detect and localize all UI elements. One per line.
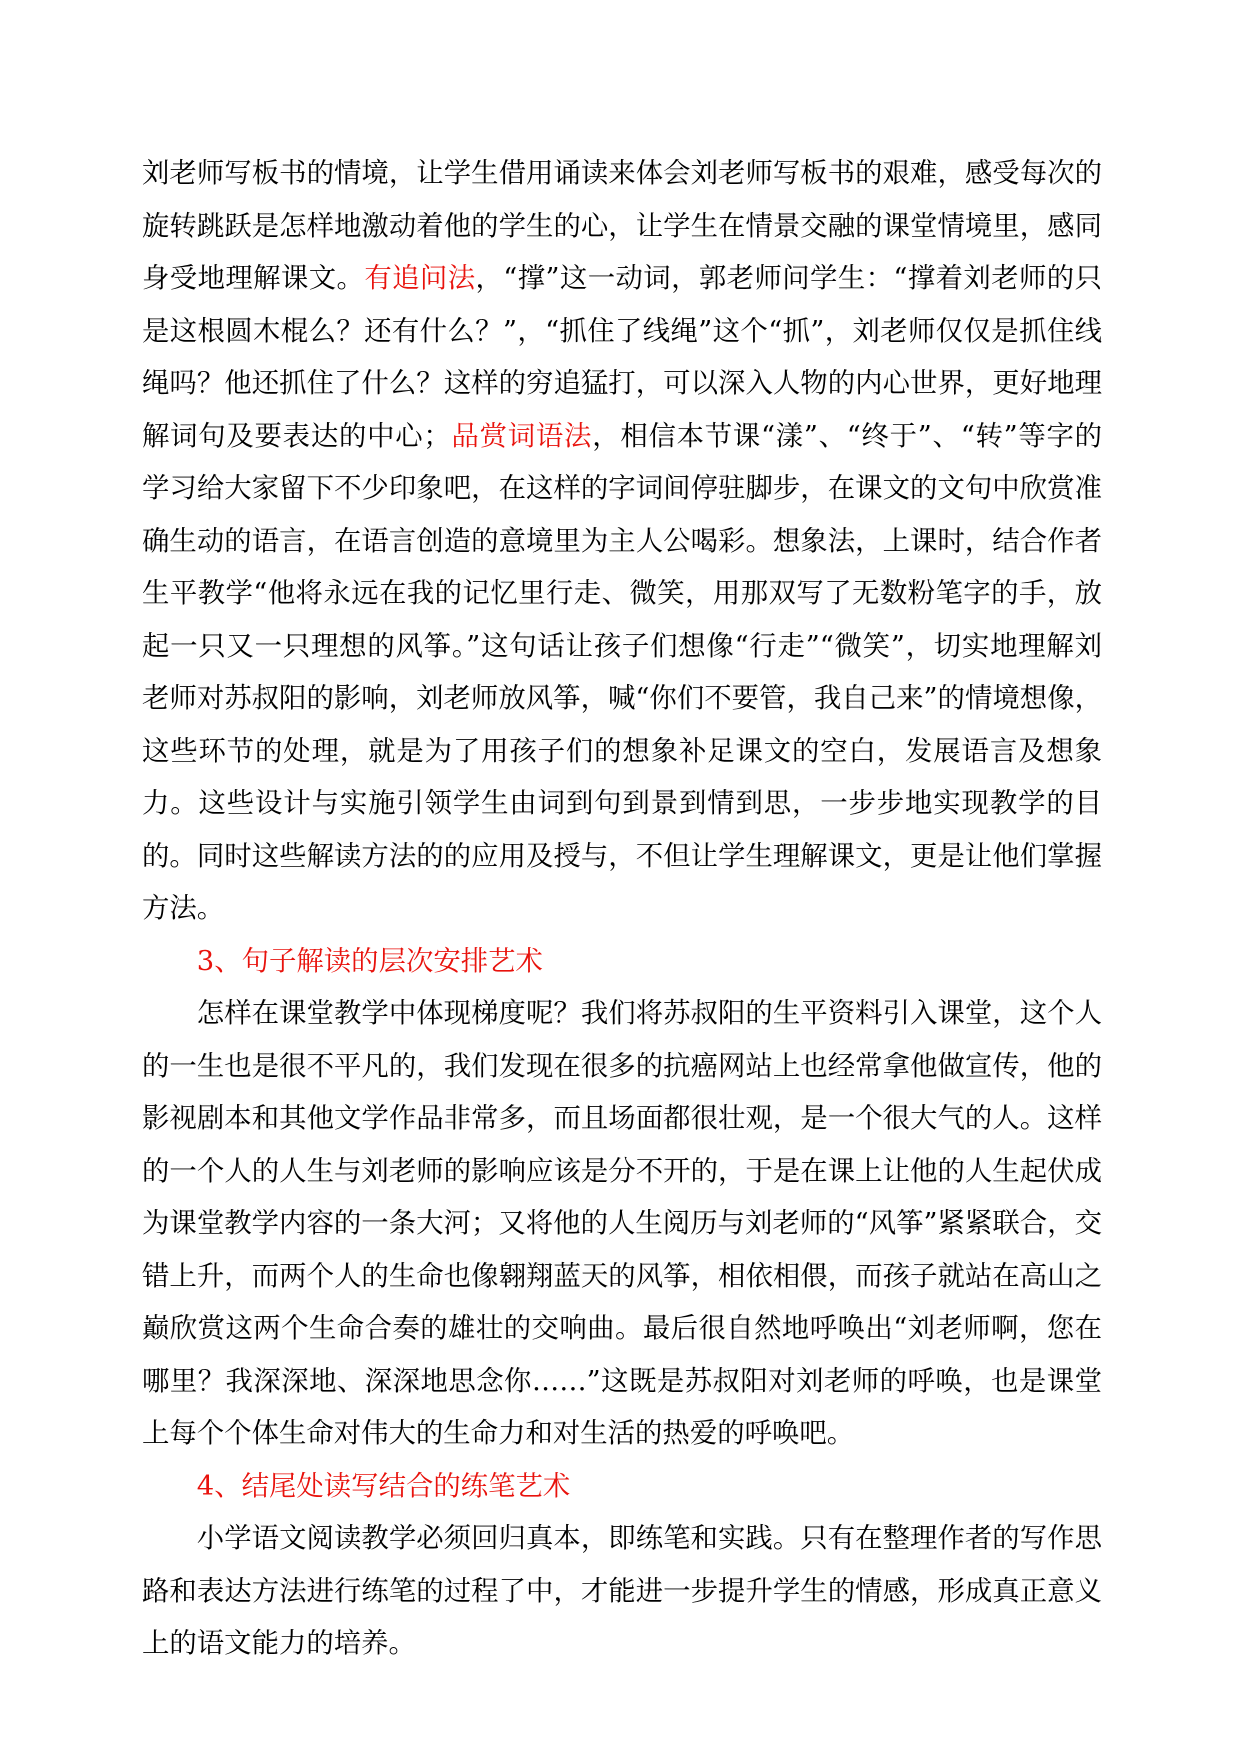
highlight-method-word-appreciation: 品赏词语法	[450, 420, 593, 452]
paragraph-reading-methods	[142, 148, 1102, 936]
paragraph-text: 刘老师写板书的情境，让学生借用诵读来体会刘老师写板书的艰难，感受每次的旋转跳跃是怎样地激动着他的学生的心，让学生在情景交融的课堂情境里，感同身受地理解课文。	[142, 158, 1102, 294]
document-body	[142, 148, 1102, 1671]
paragraph-sentence-levels: 怎样在课堂教学中体现梯度呢？我们将苏叔阳的生平资料引入课堂，这个人的一生也是很不平凡的，我们发现在很多的抗癌网站上也经常拿他做宣传，他的影视剧本和其他文学作品非常多，而且场面都很壮观，是一个很大气的人。这样的一个人的人生与刘老师的影响应该是分不开的，于是在课上让他的人生起伏成为课堂教学内容的一条大河；又将他的人生阅历与刘老师的“风筝”紧紧联合，交错上升，而两个人的生命也像翱翔蓝天的风筝，相依相偎，而孩子就站在高山之巅欣赏这两个生命合奏的雄壮的交响曲。最后很自然地呼唤出“刘老师啊，您在哪里？我深深地、深深地思念你……”这既是苏叔阳对刘老师的呼唤，也是课堂上每个个体生命对伟大的生命力和对生活的热爱的呼唤吧。	[142, 998, 1102, 1449]
paragraph-writing-practice: 小学语文阅读教学必须回归真本，即练笔和实践。只有在整理作者的写作思路和表达方法进行练笔的过程了中，才能进一步提升学生的情感，形成真正意义上的语文能力的培养。	[142, 1523, 1102, 1659]
section-heading-4: 4、结尾处读写结合的练笔艺术	[196, 1470, 571, 1502]
highlight-method-questioning: 有追问法	[364, 263, 476, 294]
section-heading-3: 3、句子解读的层次安排艺术	[196, 945, 543, 977]
paragraph-text: ，“撑”这一动词，郭老师问学生：“撑着刘老师的只是这根圆木棍么？还有什么？”，“抓住了线绳”这个“抓”，刘老师仅仅是抓住线绳吗？他还抓住了什么？这样的穷追猛打，可以深入人物的内心世界，更好地理解词句及要表达的中心；	[142, 263, 1102, 452]
paragraph-text: ，相信本节课“漾”、“终于”、“转”等字的学习给大家留下不少印象吧，在这样的字词间停驻脚步，在课文的文句中欣赏准确生动的语言，在语言创造的意境里为主人公喝彩。想象法，上课时，结合作者生平教学“他将永远在我的记忆里行走、微笑，用那双写了无数粉笔字的手，放起一只又一只理想的风筝。”这句话让孩子们想像“行走”“微笑”，切实地理解刘老师对苏叔阳的影响，刘老师放风筝，喊“你们不要管，我自己来”的情境想像，这些环节的处理，就是为了用孩子们的想象补足课文的空白，发展语言及想象力。这些设计与实施引领学生由词到句到景到情到思，一步步地实现教学的目的。同时这些解读方法的的应用及授与，不但让学生理解课文，更是让他们掌握方法。	[142, 420, 1102, 924]
